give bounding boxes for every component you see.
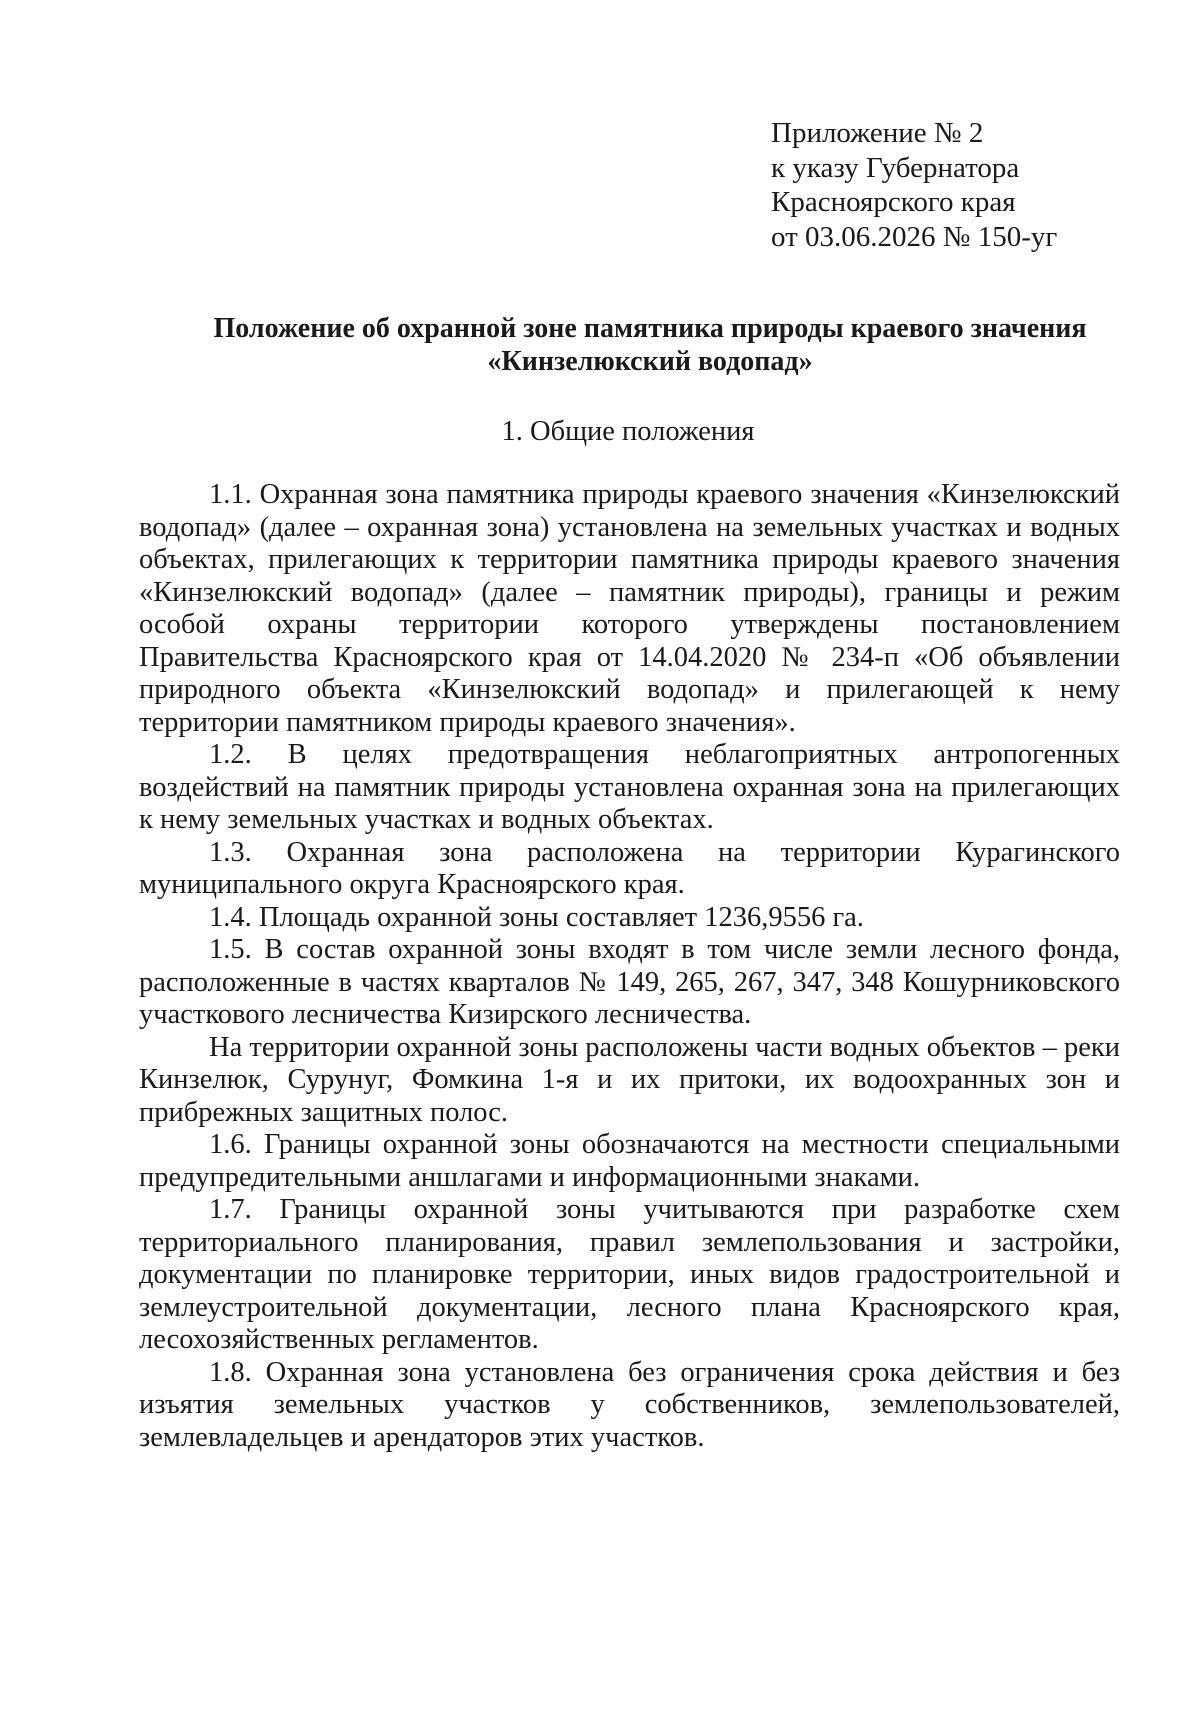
appendix-block	[771, 116, 1057, 254]
paragraph-1-7: 1.7. Границы охранной зоны учитываются при разработке схем территориального планирования, правил землепользования и застройки, документации по планировке территории, иных видов градостроительной и землеустроительной документации, лесного плана Красноярского края, лесохозяйственных регламентов.	[139, 1194, 1120, 1355]
paragraph-1-3: 1.3. Охранная зона расположена на территории Курагинского муниципального округа Красноярского края.	[139, 836, 1120, 900]
document-title-line-2: «Кинзелюкский водопад»	[487, 346, 813, 377]
paragraph-1-2: 1.2. В целях предотвращения неблагоприятных антропогенных воздействий на памятник природы установлена охранная зона на прилегающих к нему земельных участках и водных объектах.	[139, 739, 1120, 835]
section-heading: 1. Общие положения	[501, 416, 755, 447]
paragraph-1-1: 1.1. Охранная зона памятника природы краевого значения «Кинзелюкский водопад» (далее – охранная зона) установлена на земельных участках и водных объектах, прилегающих к территории памятника природы краевого значения «Кинзелюкский водопад» (далее – памятник природы), границы и режим особой охраны территории которого утверждены постановлением Правительства Красноярского края от 14.04.2020 № 234-п «Об объявлении природного объекта «Кинзелюкский водопад» и прилегающей к нему территории памятником природы краевого значения».	[139, 479, 1120, 738]
document-body	[139, 479, 1120, 1454]
appendix-date-number: от 03.06.2026 № 150-уг	[771, 220, 1058, 253]
document-title	[100, 312, 1200, 378]
paragraph-1-6: 1.6. Границы охранной зоны обозначаются на местности специальными предупредительными аншлагами и информационными знаками.	[139, 1129, 1120, 1193]
paragraph-1-4: 1.4. Площадь охранной зоны составляет 1236,9556 га.	[209, 901, 864, 933]
paragraph-1-5: 1.5. В состав охранной зоны входят в том числе земли лесного фонда, расположенные в частях кварталов № 149, 265, 267, 347, 348 Кошурниковского участкового лесничества Кизирского лесничества.	[139, 934, 1120, 1030]
appendix-decree-ref: к указу Губернатора	[771, 151, 1020, 184]
appendix-number: Приложение № 2	[771, 117, 984, 149]
paragraph-1-5-continued: На территории охранной зоны расположены части водных объектов – реки Кинзелюк, Сурунуг, Фомкина 1-я и их притоки, их водоохранных зон и прибрежных защитных полос.	[139, 1031, 1120, 1128]
paragraph-1-8: 1.8. Охранная зона установлена без ограничения срока действия и без изъятия земельных участков у собственников, землепользователей, землевладельцев и арендаторов этих участков.	[139, 1356, 1120, 1453]
appendix-region: Красноярского края	[771, 186, 1016, 218]
document-title-line-1: Положение об охранной зоне памятника природы краевого значения	[213, 313, 1087, 344]
